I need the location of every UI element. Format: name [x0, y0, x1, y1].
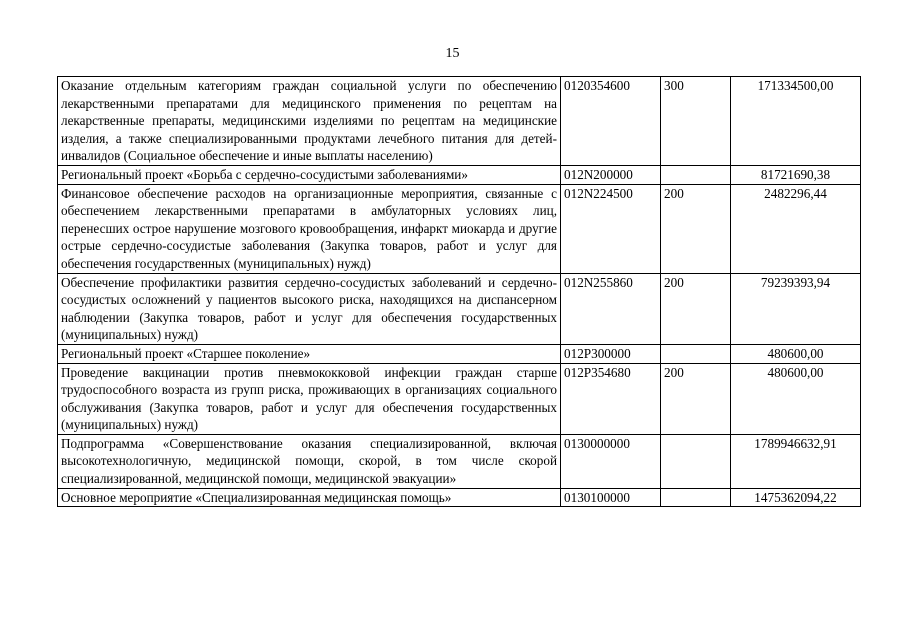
row-amount: 171334500,00: [731, 77, 861, 166]
table-row: [58, 434, 861, 488]
row-target-code: 012N224500: [561, 184, 661, 273]
table-row: [58, 184, 861, 273]
table-row: [58, 273, 861, 344]
row-amount: 480600,00: [731, 344, 861, 363]
row-amount: 2482296,44: [731, 184, 861, 273]
row-expense-type: [661, 488, 731, 507]
table-row: [58, 344, 861, 363]
row-name: Оказание отдельным категориям граждан социальной услуги по обеспечению лекарственными препаратами для медицинского применения по рецептам на лекарственные препараты, медицинскими изделиями по рецептам на медицинские изделия, а также специализированными продуктами лечебного питания для детей-инвалидов (Социальное обеспечение и иные выплаты населению): [58, 77, 561, 166]
table-row: [58, 488, 861, 507]
row-target-code: 012N255860: [561, 273, 661, 344]
row-expense-type: 200: [661, 363, 731, 434]
row-name: Проведение вакцинации против пневмококковой инфекции граждан старше трудоспособного возраста из групп риска, проживающих в организациях социального обслуживания (Закупка товаров, работ и услуг для обеспечения государственных (муниципальных) нужд): [58, 363, 561, 434]
row-expense-type: 200: [661, 273, 731, 344]
row-target-code: 012P300000: [561, 344, 661, 363]
table-row: [58, 165, 861, 184]
row-amount: 480600,00: [731, 363, 861, 434]
row-name: Региональный проект «Старшее поколение»: [58, 344, 561, 363]
table-row: [58, 77, 861, 166]
row-expense-type: [661, 344, 731, 363]
row-expense-type: [661, 165, 731, 184]
row-target-code: 0130000000: [561, 434, 661, 488]
row-target-code: 0120354600: [561, 77, 661, 166]
budget-table: [57, 76, 861, 507]
row-amount: 1789946632,91: [731, 434, 861, 488]
row-name: Региональный проект «Борьба с сердечно-сосудистыми заболеваниями»: [58, 165, 561, 184]
row-expense-type: 200: [661, 184, 731, 273]
row-target-code: 012N200000: [561, 165, 661, 184]
row-amount: 1475362094,22: [731, 488, 861, 507]
row-expense-type: 300: [661, 77, 731, 166]
row-target-code: 0130100000: [561, 488, 661, 507]
table-row: [58, 363, 861, 434]
row-name: Подпрограмма «Совершенствование оказания специализированной, включая высокотехнологичную, медицинской помощи, скорой, в том числе скорой специализированной, медицинской помощи, медицинской эвакуации»: [58, 434, 561, 488]
row-name: Обеспечение профилактики развития сердечно-сосудистых заболеваний и сердечно-сосудистых осложнений у пациентов высокого риска, находящихся на диспансерном наблюдении (Закупка товаров, работ и услуг для обеспечения государственных (муниципальных) нужд): [58, 273, 561, 344]
row-amount: 81721690,38: [731, 165, 861, 184]
row-target-code: 012P354680: [561, 363, 661, 434]
row-name: Основное мероприятие «Специализированная медицинская помощь»: [58, 488, 561, 507]
row-amount: 79239393,94: [731, 273, 861, 344]
page-number: 15: [445, 46, 460, 61]
row-name: Финансовое обеспечение расходов на организационные мероприятия, связанные с обеспечением лекарственными препаратами в амбулаторных условиях лиц, перенесших острое нарушение мозгового кровообращения, инфаркт миокарда и другие острые сердечно-сосудистые заболевания (Закупка товаров, работ и услуг для обеспечения государственных (муниципальных) нужд): [58, 184, 561, 273]
row-expense-type: [661, 434, 731, 488]
